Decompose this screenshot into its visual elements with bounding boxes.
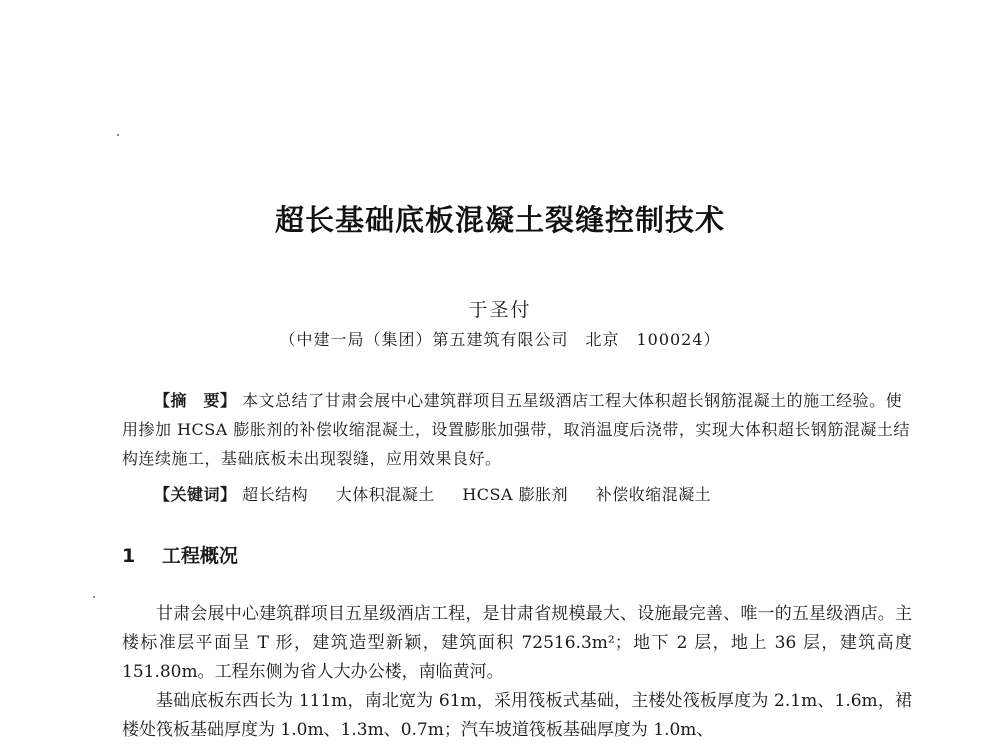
keyword-item: HCSA 膨胀剂 [462, 485, 569, 504]
abstract-text: 本文总结了甘肃会展中心建筑群项目五星级酒店工程大体积超长钢筋混凝土的施工经验。使用掺加 HCSA 膨胀剂的补偿收缩混凝土，设置膨胀加强带，取消温度后浇带，实现大体积超长钢筋混凝土结构连续施工，基础底板未出现裂缝，应用效果良好。 [122, 391, 910, 468]
keywords-label: 【关键词】 [154, 485, 237, 504]
paper-title: 超长基础底板混凝土裂缝控制技术 [274, 203, 725, 237]
keyword-item: 大体积混凝土 [335, 485, 435, 504]
author-affiliation: （中建一局（集团）第五建筑有限公司 北京 100024） [279, 330, 721, 349]
keyword-item: 补偿收缩混凝土 [595, 485, 712, 504]
section-heading [122, 541, 238, 568]
section-number: 1 [122, 545, 136, 567]
section-title: 工程概况 [161, 545, 238, 567]
author-name: 于圣付 [468, 299, 532, 321]
body-paragraph: 甘肃会展中心建筑群项目五星级酒店工程，是甘肃省规模最大、设施最完善、唯一的五星级酒店。主楼标准层平面呈 T 形，建筑造型新颖，建筑面积 72516.3m²；地下 2 层，地上 36 层，建筑高度 151.80m。工程东侧为省人大办公楼，南临黄河。 [122, 604, 912, 682]
scan-speck [93, 596, 95, 598]
keyword-item: 超长结构 [242, 485, 309, 504]
scan-speck [117, 134, 119, 136]
abstract-label: 【摘 要】 [154, 391, 237, 410]
body-paragraph: 基础底板东西长为 111m，南北宽为 61m，采用筏板式基础，主楼处筏板厚度为 2.1m、1.6m，裙楼处筏板基础厚度为 1.0m、1.3m、0.7m；汽车坡道筏板基础厚度为 1.0m、 [122, 691, 912, 740]
abstract [122, 386, 912, 473]
section-body [122, 600, 912, 745]
keywords [122, 480, 912, 509]
